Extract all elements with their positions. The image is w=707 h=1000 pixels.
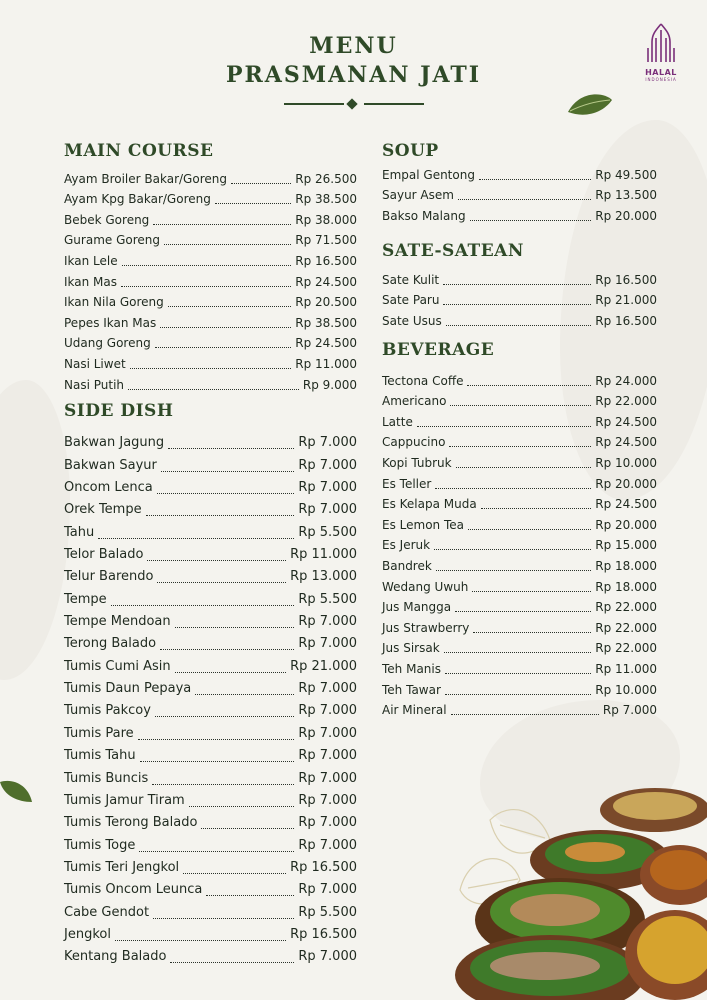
item-name: Pepes Ikan Mas	[64, 315, 157, 330]
menu-item	[382, 269, 657, 290]
dot-leader	[130, 368, 292, 369]
item-price: Rp 38.500	[295, 192, 357, 207]
dot-leader	[147, 560, 286, 561]
item-price: Rp 7.000	[298, 748, 357, 764]
dot-leader	[444, 652, 592, 653]
item-name: Tahu	[64, 524, 95, 540]
beverage-section	[382, 340, 657, 720]
item-name: Kopi Tubruk	[382, 455, 452, 470]
dot-leader	[473, 632, 591, 633]
item-name: Tumis Cumi Asin	[64, 658, 171, 674]
item-price: Rp 26.500	[295, 171, 357, 186]
item-price: Rp 20.000	[595, 517, 657, 532]
menu-item	[382, 391, 657, 412]
item-price: Rp 7.000	[298, 770, 357, 786]
dot-leader	[115, 940, 286, 941]
beverage-list	[382, 370, 657, 720]
dot-leader	[472, 591, 591, 592]
menu-item	[64, 946, 357, 968]
menu-item	[64, 790, 357, 812]
menu-item	[382, 514, 657, 535]
item-price: Rp 21.000	[595, 293, 657, 308]
dot-leader	[140, 761, 295, 762]
dot-leader	[164, 244, 291, 245]
leaf-icon	[566, 92, 614, 118]
menu-item	[64, 812, 357, 834]
dot-leader	[467, 385, 591, 386]
dot-leader	[168, 306, 291, 307]
dot-leader	[175, 672, 286, 673]
item-name: Sayur Asem	[382, 188, 454, 203]
menu-item	[382, 576, 657, 597]
item-name: Tumis Daun Pepaya	[64, 681, 192, 697]
halal-sublabel: INDONESIA	[645, 77, 677, 82]
dot-leader	[451, 714, 599, 715]
menu-item	[64, 722, 357, 744]
side-dish-list	[64, 432, 357, 968]
item-price: Rp 10.000	[595, 682, 657, 697]
dot-leader	[153, 224, 291, 225]
item-price: Rp 24.500	[595, 435, 657, 450]
side-dish-title: SIDE DISH	[64, 401, 174, 421]
item-name: Cappucino	[382, 435, 446, 450]
item-price: Rp 22.000	[595, 600, 657, 615]
halal-badge	[636, 22, 686, 82]
menu-item	[64, 633, 357, 655]
item-name: Bakwan Sayur	[64, 457, 157, 473]
dot-leader	[443, 304, 591, 305]
sate-section	[382, 241, 657, 331]
menu-item	[64, 834, 357, 856]
dot-leader	[183, 873, 286, 874]
item-price: Rp 7.000	[298, 681, 357, 697]
item-price: Rp 7.000	[602, 703, 657, 718]
dot-leader	[455, 611, 591, 612]
menu-item	[382, 638, 657, 659]
item-price: Rp 7.000	[298, 703, 357, 719]
dot-leader	[195, 694, 294, 695]
item-name: Bebek Goreng	[64, 212, 150, 227]
item-price: Rp 20.500	[295, 295, 357, 310]
item-name: Tumis Buncis	[64, 770, 149, 786]
item-name: Tempe Mendoan	[64, 614, 171, 630]
item-name: Sate Kulit	[382, 272, 440, 287]
dot-leader	[434, 549, 591, 550]
item-price: Rp 16.500	[595, 272, 657, 287]
menu-item	[382, 452, 657, 473]
sate-list	[382, 269, 657, 331]
menu-title: MENU	[309, 33, 398, 59]
dot-leader	[157, 582, 286, 583]
item-name: Jus Strawberry	[382, 620, 470, 635]
item-name: Orek Tempe	[64, 502, 142, 518]
sate-title: SATE-SATEAN	[382, 241, 524, 261]
main-course-title: MAIN COURSE	[64, 141, 214, 161]
item-price: Rp 24.000	[595, 373, 657, 388]
dot-leader	[449, 446, 591, 447]
item-price: Rp 7.000	[298, 502, 357, 518]
item-price: Rp 11.000	[290, 547, 357, 563]
halal-label: HALAL	[645, 68, 677, 77]
dot-leader	[456, 467, 592, 468]
dot-leader	[138, 739, 295, 740]
item-name: Terong Balado	[64, 636, 157, 652]
item-name: Wedang Uwuh	[382, 579, 469, 594]
menu-item	[64, 454, 357, 476]
menu-item	[382, 597, 657, 618]
item-name: Tumis Oncom Leunca	[64, 882, 203, 898]
menu-item	[64, 312, 357, 333]
menu-item	[382, 370, 657, 391]
item-price: Rp 13.500	[595, 188, 657, 203]
menu-item	[382, 164, 657, 185]
item-name: Telor Balado	[64, 547, 144, 563]
dot-leader	[170, 962, 294, 963]
dot-leader	[146, 515, 295, 516]
menu-item	[64, 168, 357, 189]
item-name: Es Teller	[382, 476, 432, 491]
item-name: Telur Barendo	[64, 569, 154, 585]
dot-leader	[189, 806, 295, 807]
title-divider	[284, 100, 424, 108]
menu-item	[64, 250, 357, 271]
item-name: Jengkol	[64, 926, 111, 942]
dot-leader	[215, 203, 291, 204]
item-price: Rp 7.000	[298, 614, 357, 630]
beverage-title: BEVERAGE	[382, 340, 495, 360]
item-name: Bandrek	[382, 558, 432, 573]
dot-leader	[128, 389, 299, 390]
item-name: Nasi Liwet	[64, 356, 126, 371]
food-dishes-illustration	[440, 780, 707, 1000]
menu-item	[64, 611, 357, 633]
item-price: Rp 7.000	[298, 949, 357, 965]
dot-leader	[443, 284, 591, 285]
item-price: Rp 7.000	[298, 815, 357, 831]
item-price: Rp 7.000	[298, 457, 357, 473]
item-name: Jus Mangga	[382, 600, 452, 615]
item-name: Ikan Nila Goreng	[64, 295, 164, 310]
main-course-list	[64, 168, 357, 395]
item-price: Rp 20.000	[595, 476, 657, 491]
menu-item	[382, 310, 657, 331]
item-price: Rp 18.000	[595, 579, 657, 594]
item-price: Rp 11.000	[595, 661, 657, 676]
item-name: Sate Usus	[382, 313, 442, 328]
dot-leader	[161, 471, 294, 472]
item-name: Tectona Coffe	[382, 373, 464, 388]
dot-leader	[121, 286, 291, 287]
menu-item	[64, 333, 357, 354]
item-name: Jus Sirsak	[382, 641, 440, 656]
menu-item	[382, 494, 657, 515]
halal-logo-icon	[644, 22, 678, 64]
dot-leader	[160, 327, 291, 328]
item-name: Air Mineral	[382, 703, 447, 718]
item-name: Es Lemon Tea	[382, 517, 464, 532]
item-price: Rp 16.500	[295, 253, 357, 268]
item-price: Rp 7.000	[298, 435, 357, 451]
item-price: Rp 22.000	[595, 641, 657, 656]
item-price: Rp 21.000	[290, 658, 357, 674]
item-price: Rp 18.000	[595, 558, 657, 573]
menu-item	[382, 185, 657, 206]
menu-item	[382, 658, 657, 679]
menu-item	[382, 205, 657, 226]
menu-item	[64, 544, 357, 566]
dot-leader	[139, 851, 294, 852]
item-name: Tempe	[64, 591, 107, 607]
item-price: Rp 7.000	[298, 882, 357, 898]
item-name: Ayam Kpg Bakar/Goreng	[64, 192, 211, 207]
dot-leader	[175, 627, 295, 628]
main-course-section	[64, 141, 357, 395]
item-price: Rp 13.000	[290, 569, 357, 585]
item-price: Rp 5.500	[298, 904, 357, 920]
item-price: Rp 22.000	[595, 620, 657, 635]
item-price: Rp 5.500	[298, 524, 357, 540]
menu-item	[382, 411, 657, 432]
item-name: Tumis Jamur Tiram	[64, 792, 185, 808]
dot-leader	[155, 347, 292, 348]
item-price: Rp 9.000	[302, 377, 357, 392]
item-name: Cabe Gendot	[64, 904, 150, 920]
item-name: Nasi Putih	[64, 377, 125, 392]
menu-item	[64, 521, 357, 543]
dot-leader	[468, 529, 591, 530]
item-name: Latte	[382, 414, 413, 429]
item-name: Ikan Mas	[64, 274, 118, 289]
item-price: Rp 49.500	[595, 167, 657, 182]
item-name: Tumis Pakcoy	[64, 703, 151, 719]
side-dish-section	[64, 401, 357, 968]
dot-leader	[168, 448, 294, 449]
item-price: Rp 7.000	[298, 792, 357, 808]
menu-item	[64, 745, 357, 767]
menu-item	[64, 879, 357, 901]
menu-item	[64, 678, 357, 700]
menu-item	[64, 271, 357, 292]
menu-item	[64, 767, 357, 789]
item-price: Rp 5.500	[298, 591, 357, 607]
item-name: Tumis Toge	[64, 837, 136, 853]
item-price: Rp 7.000	[298, 837, 357, 853]
item-name: Tumis Tahu	[64, 748, 136, 764]
dot-leader	[152, 784, 294, 785]
dot-leader	[445, 673, 591, 674]
menu-item	[64, 700, 357, 722]
item-name: Bakwan Jagung	[64, 435, 165, 451]
menu-item	[64, 209, 357, 230]
dot-leader	[201, 828, 294, 829]
item-price: Rp 22.000	[595, 394, 657, 409]
menu-item	[382, 700, 657, 721]
item-name: Es Jeruk	[382, 538, 431, 553]
item-price: Rp 38.500	[295, 315, 357, 330]
item-price: Rp 16.500	[595, 313, 657, 328]
soup-section	[382, 141, 657, 226]
item-name: Tumis Terong Balado	[64, 815, 198, 831]
soup-title: SOUP	[382, 141, 439, 161]
item-price: Rp 24.500	[295, 336, 357, 351]
dot-leader	[446, 325, 591, 326]
dot-leader	[153, 918, 294, 919]
restaurant-name: PRASMANAN JATI	[225, 62, 482, 88]
menu-item	[64, 477, 357, 499]
dot-leader	[157, 493, 295, 494]
dot-leader	[417, 426, 591, 427]
dot-leader	[435, 488, 591, 489]
item-price: Rp 16.500	[290, 859, 357, 875]
menu-item	[382, 555, 657, 576]
item-price: Rp 10.000	[595, 455, 657, 470]
dot-leader	[122, 265, 292, 266]
item-price: Rp 11.000	[295, 356, 357, 371]
item-name: Teh Tawar	[382, 682, 441, 697]
dot-leader	[481, 508, 592, 509]
menu-item	[64, 566, 357, 588]
menu-item	[64, 588, 357, 610]
item-name: Sate Paru	[382, 293, 440, 308]
menu-item	[64, 230, 357, 251]
item-name: Empal Gentong	[382, 167, 475, 182]
item-name: Gurame Goreng	[64, 233, 160, 248]
dot-leader	[206, 895, 294, 896]
menu-item	[64, 292, 357, 313]
menu-item	[382, 535, 657, 556]
dot-leader	[436, 570, 591, 571]
item-name: Es Kelapa Muda	[382, 497, 477, 512]
item-price: Rp 24.500	[295, 274, 357, 289]
menu-item	[64, 374, 357, 395]
menu-item	[64, 499, 357, 521]
item-name: Americano	[382, 394, 447, 409]
item-name: Tumis Teri Jengkol	[64, 859, 180, 875]
item-price: Rp 7.000	[298, 480, 357, 496]
dot-leader	[445, 694, 591, 695]
item-price: Rp 7.000	[298, 636, 357, 652]
item-price: Rp 16.500	[290, 926, 357, 942]
item-price: Rp 20.000	[595, 208, 657, 223]
menu-item	[382, 290, 657, 311]
menu-item	[64, 189, 357, 210]
item-price: Rp 24.500	[595, 414, 657, 429]
dot-leader	[98, 538, 294, 539]
item-name: Udang Goreng	[64, 336, 151, 351]
item-price: Rp 38.000	[295, 212, 357, 227]
dot-leader	[111, 605, 295, 606]
item-price: Rp 24.500	[595, 497, 657, 512]
leaf-icon	[0, 776, 34, 806]
dot-leader	[160, 649, 294, 650]
dot-leader	[458, 199, 591, 200]
item-price: Rp 71.500	[295, 233, 357, 248]
dot-leader	[155, 716, 294, 717]
dot-leader	[231, 183, 291, 184]
item-name: Ayam Broiler Bakar/Goreng	[64, 171, 227, 186]
item-name: Bakso Malang	[382, 208, 466, 223]
item-price: Rp 15.000	[595, 538, 657, 553]
menu-item	[64, 901, 357, 923]
item-name: Ikan Lele	[64, 253, 118, 268]
menu-item	[382, 473, 657, 494]
dot-leader	[479, 179, 591, 180]
item-name: Teh Manis	[382, 661, 441, 676]
menu-item	[382, 679, 657, 700]
dot-leader	[470, 220, 592, 221]
soup-list	[382, 164, 657, 226]
background-leaf-decoration	[0, 380, 70, 680]
menu-item	[64, 655, 357, 677]
menu-item	[64, 353, 357, 374]
item-name: Oncom Lenca	[64, 480, 153, 496]
menu-item	[64, 432, 357, 454]
item-name: Kentang Balado	[64, 949, 167, 965]
item-price: Rp 7.000	[298, 725, 357, 741]
menu-item	[64, 857, 357, 879]
item-name: Tumis Pare	[64, 725, 134, 741]
menu-item	[382, 617, 657, 638]
menu-item	[64, 924, 357, 946]
dot-leader	[450, 405, 591, 406]
menu-item	[382, 432, 657, 453]
